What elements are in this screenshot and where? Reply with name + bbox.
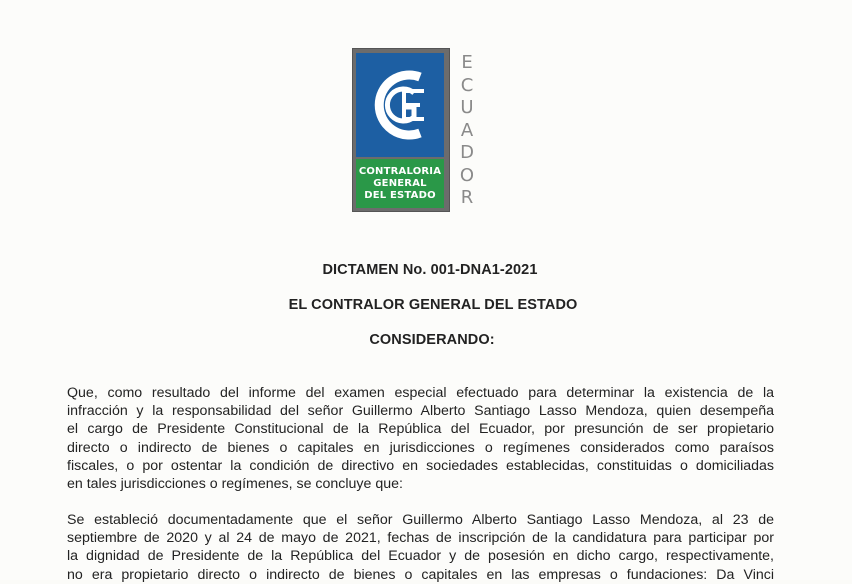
logo-vertical-ecuador [457, 52, 477, 210]
paragraph-line: infracción y la responsabilidad del señor Guillermo Alberto Santiago Lasso Mendoza, quien desempeña [67, 403, 774, 420]
dictamen-title: DICTAMEN No. 001-DNA1-2021 [322, 262, 538, 278]
logo-letter: R [460, 187, 474, 208]
logo-letter: E [461, 52, 473, 73]
logo-letter: C [460, 74, 474, 96]
logo-line-2: GENERAL [373, 178, 427, 189]
logo-letter: A [460, 119, 474, 141]
paragraph-2 [67, 511, 774, 584]
contraloria-logo [352, 48, 452, 214]
logo-letter: D [460, 142, 474, 163]
logo-letter: U [460, 97, 474, 118]
paragraph-1 [67, 384, 774, 493]
paragraph-line: Que, como resultado del informe del examen especial efectuado para determinar la existencia de la [67, 385, 774, 401]
paragraph-line: fiscales, o por ostentar la condición de directivo en sociedades establecidas, constituidas o domiciliadas [67, 457, 774, 474]
paragraph-line: no era propietario directo o indirecto de bienes o capitales en las empresas o fundaciones: Da Vinci [67, 566, 774, 583]
paragraph-line: directo o indirecto de bienes o capitales en jurisdicciones o regímenes considerados como paraísos [67, 439, 774, 456]
paragraph-line: la dignidad de Presidente de la República del Ecuador y de posesión en dicho cargo, respectivamente, [67, 548, 774, 565]
authority-heading: EL CONTRALOR GENERAL DEL ESTADO [288, 297, 578, 313]
paragraph-line: septiembre de 2020 y al 24 de mayo de 2021, fechas de inscripción de la candidatura para participar por [67, 530, 774, 547]
paragraph-line: Se estableció documentadamente que el señor Guillermo Alberto Santiago Lasso Mendoza, al 23 de [67, 512, 774, 528]
paragraph-line: el cargo de Presidente Constitucional de la República del Ecuador, por presunción de ser propietario [67, 421, 774, 438]
logo-green-panel [356, 159, 444, 208]
logo-line-3: DEL ESTADO [364, 190, 436, 201]
paragraph-line: en tales jurisdicciones o regímenes, se concluye que: [67, 476, 403, 493]
considerando-heading: CONSIDERANDO: [369, 332, 495, 348]
logo-line-1: CONTRALORIA [358, 166, 442, 177]
logo-letter: O [459, 164, 475, 186]
cge-monogram-icon [356, 53, 444, 157]
